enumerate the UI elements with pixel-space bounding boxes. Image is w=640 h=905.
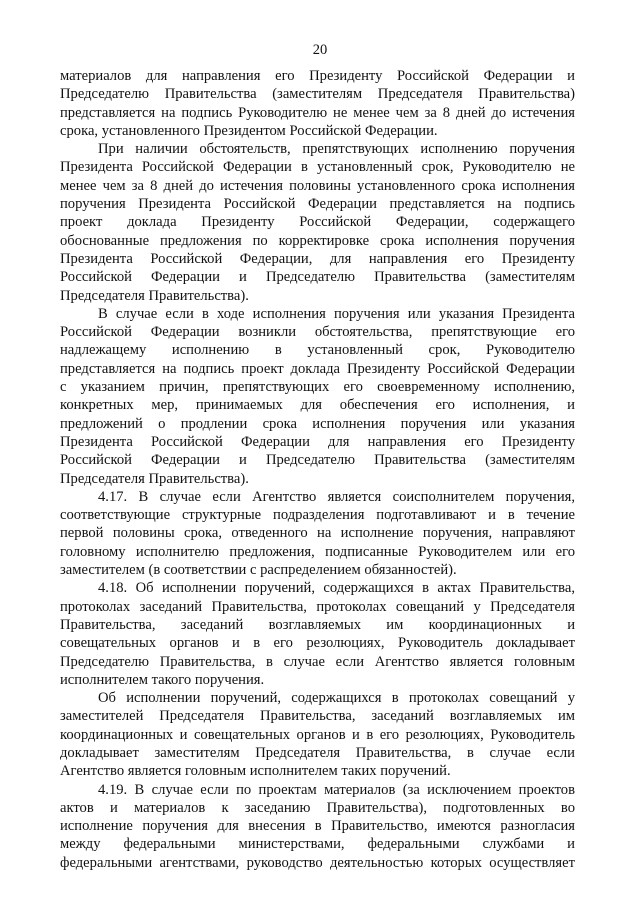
text-line: заместителей Председателя Правительства, заседаний возглавляемых им — [60, 708, 575, 725]
text-line: Агентство является головным исполнителем таких поручений. — [60, 763, 451, 780]
text-line: заместителем (в соответствии с распределением обязанностей). — [60, 562, 457, 579]
text-line: Председателя Правительства). — [60, 470, 249, 487]
text-line: с указанием причин, препятствующих его своевременному исполнению, — [60, 379, 575, 396]
text-line: Президента Российской Федерации, для направления его Президенту — [60, 250, 575, 267]
text-line: Правительства, заседаний возглавляемых им координационных и — [60, 616, 575, 633]
text-line: менее чем за 8 дней до истечения половины установленного срока исполнения — [60, 177, 575, 194]
text-line: исполнение поручения для внесения в Правительство, имеются разногласия — [60, 818, 575, 835]
text-line: представляется на подпись проект доклада Президенту Российской Федерации — [60, 360, 575, 377]
text-line: Об исполнении поручений, содержащихся в протоколах совещаний у — [98, 690, 575, 707]
text-line: Российской Федерации возникли обстоятельства, препятствующие его — [60, 324, 575, 341]
text-line: При наличии обстоятельств, препятствующих исполнению поручения — [98, 141, 575, 158]
text-line: первой половины срока, отведенного на исполнение поручения, направляют — [60, 525, 575, 542]
text-line: федеральными агентствами, руководство деятельностью которых осуществляет — [60, 854, 575, 871]
text-line: Президента Российской Федерации в установленный срок, Руководителю не — [60, 159, 575, 176]
text-line: Президента Российской Федерации для направления его Президенту — [60, 433, 575, 450]
text-line: проект доклада Президенту Российской Федерации, содержащего — [60, 214, 575, 231]
text-line: представляется на подпись Руководителю не менее чем за 8 дней до истечения — [60, 104, 575, 121]
document-body — [60, 67, 575, 872]
text-line: докладывает заместителям Председателя Правительства, в случае если — [60, 744, 575, 761]
text-line: между федеральными министерствами, федеральными службами и — [60, 836, 575, 853]
text-line: исполнителем такого поручения. — [60, 671, 265, 688]
text-line: Председателю Правительства, в случае если Агентство является головным — [60, 653, 575, 670]
text-line: совещательных органов и в его резолюциях, Руководитель докладывает — [60, 635, 575, 652]
text-line: Российской Федерации и Председателю Правительства (заместителям — [60, 452, 575, 469]
text-line: предложений о продлении срока исполнения поручения или указания — [60, 415, 575, 432]
text-line: конкретных мер, принимаемых для обеспечения его исполнения, и — [60, 397, 575, 414]
text-line: 4.19. В случае если по проектам материалов (за исключением проектов — [98, 781, 575, 798]
text-line: В случае если в ходе исполнения поручения или указания Президента — [98, 305, 575, 322]
text-line: 4.18. Об исполнении поручений, содержащихся в актах Правительства, — [98, 580, 575, 597]
text-line: Председателя Правительства). — [60, 287, 249, 304]
text-line: координационных и совещательных органов и в его резолюциях, Руководитель — [60, 726, 575, 743]
text-line: материалов для направления его Президенту Российской Федерации и — [60, 68, 575, 84]
text-line: поручения Президента Российской Федерации представляется на подпись — [60, 196, 575, 213]
text-line: протоколах заседаний Правительства, протоколах совещаний у Председателя — [60, 598, 575, 615]
page-number: 20 — [312, 42, 328, 58]
text-line: актов и материалов к заседанию Правительства), подготовленных во — [60, 799, 575, 816]
text-line: срока, установленного Президентом Российской Федерации. — [60, 122, 438, 139]
text-line: обоснованные предложения по корректировке срока исполнения поручения — [60, 232, 575, 249]
text-line: Российской Федерации и Председателю Правительства (заместителям — [60, 269, 575, 286]
text-line: 4.17. В случае если Агентство является соисполнителем поручения, — [98, 488, 575, 505]
text-line: соответствующие структурные подразделения подготавливают и в течение — [60, 507, 575, 524]
text-line: надлежащему исполнению в установленный срок, Руководителю — [60, 342, 575, 359]
text-line: Председателю Правительства (заместителям Председателя Правительства) — [60, 86, 575, 103]
text-line: головному исполнителю предложения, подписанные Руководителем или его — [60, 543, 575, 560]
